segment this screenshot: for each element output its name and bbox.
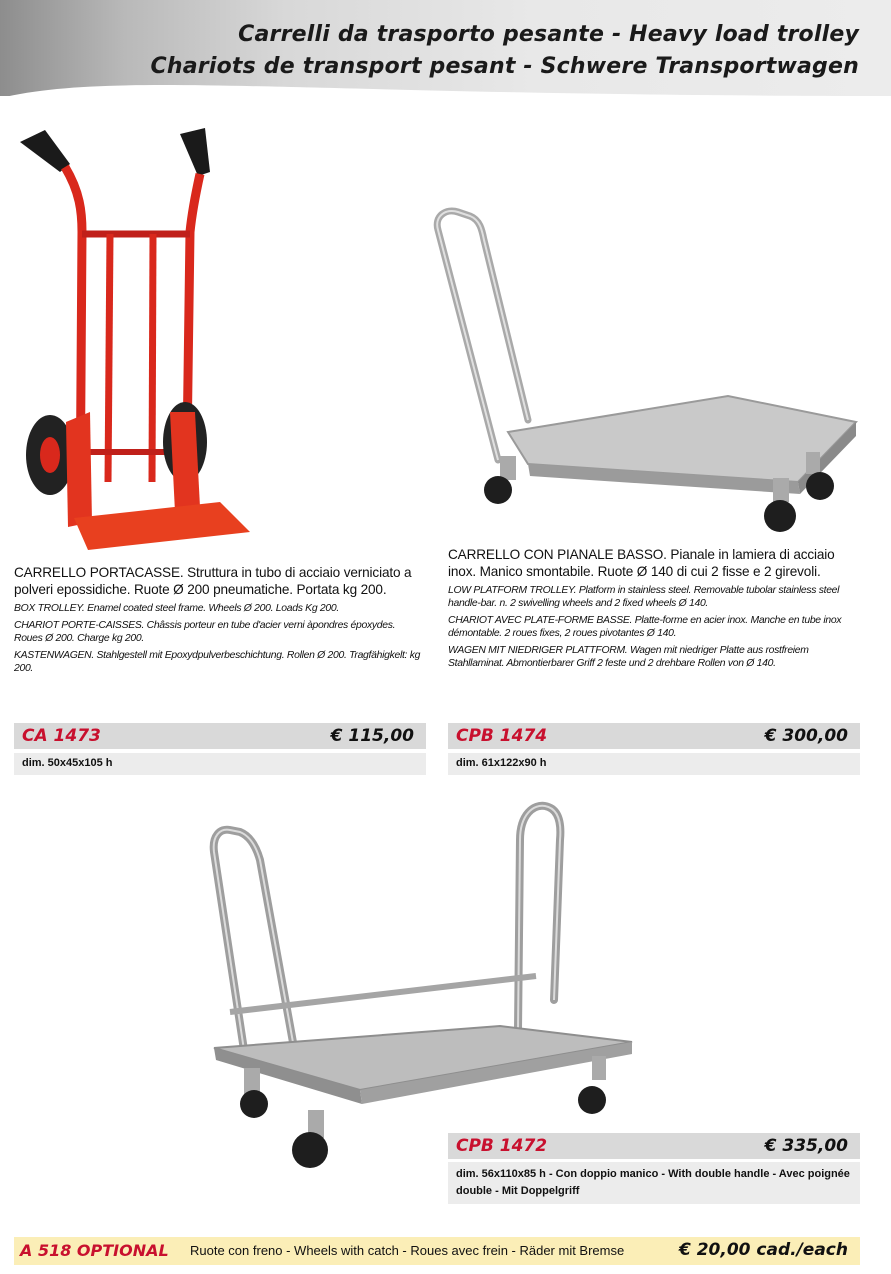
product-1-description	[14, 564, 426, 679]
product-2-desc-fr: CHARIOT AVEC PLATE-FORME BASSE. Platte-forme en acier inox. Manche en tube inox démontable. 2 roues fixes, 2 roues pivotantes Ø 140.	[448, 615, 842, 639]
page-title-line-1: Carrelli da trasporto pesante - Heavy load trolley	[238, 22, 859, 47]
product-1-desc-en: BOX TROLLEY. Enamel coated steel frame. Wheels Ø 200. Loads Kg 200.	[14, 603, 339, 614]
product-3-code: CPB 1472	[456, 1136, 548, 1156]
product-2-desc-en: LOW PLATFORM TROLLEY. Platform in stainless steel. Removable tubolar stainless steel handle-bar. n. 2 swivelling wheels and 2 fixed wheels Ø 140.	[448, 585, 840, 609]
double-handle-trolley-image	[200, 800, 640, 1180]
optional-description: Ruote con freno - Wheels with catch - Roues avec frein - Räder mit Bremse	[190, 1243, 625, 1258]
product-3-price-bar	[448, 1133, 860, 1159]
optional-code: A 518 OPTIONAL	[20, 1241, 169, 1260]
product-1-code: CA 1473	[22, 726, 101, 746]
red-hand-truck-image	[10, 122, 260, 554]
product-1-desc-de: KASTENWAGEN. Stahlgestell mit Epoxydpulverbeschichtung. Rollen Ø 200. Tragfähigkelt: kg 200.	[14, 650, 421, 674]
product-2-price: € 300,00	[764, 726, 848, 746]
product-2-dim-bar	[448, 753, 860, 775]
product-2-description	[448, 546, 860, 674]
product-3-dim-bar	[448, 1162, 860, 1204]
product-1-desc-fr: CHARIOT PORTE-CAISSES. Châssis porteur en tube d'acier verni àpondres époxydes. Roues Ø 200. Charge kg 200.	[14, 620, 396, 644]
product-2-desc-de: WAGEN MIT NIEDRIGER PLATTFORM. Wagen mit niedriger Platte aus rostfreiem Stahllaminat. Abmontierbarer Griff 2 feste und 2 drehbare Rollen von Ø 140.	[448, 645, 809, 669]
product-2-code: CPB 1474	[456, 726, 548, 746]
product-1-price-bar	[14, 723, 426, 749]
product-1-dim: dim. 50x45x105 h	[22, 757, 113, 769]
product-3-price: € 335,00	[764, 1136, 848, 1156]
product-1-desc-it: CARRELLO PORTACASSE. Struttura in tubo di acciaio verniciato a polveri epossidiche. Ruote Ø 200 pneumatiche. Portata kg 200.	[14, 565, 412, 597]
low-platform-trolley-image	[428, 200, 860, 540]
product-1-price: € 115,00	[330, 726, 414, 746]
optional-bar	[14, 1237, 860, 1265]
product-2-price-bar	[448, 723, 860, 749]
optional-price: € 20,00 cad./each	[678, 1240, 848, 1260]
page-title-line-2: Chariots de transport pesant - Schwere Transportwagen	[150, 54, 859, 79]
product-1-dim-bar	[14, 753, 426, 775]
product-3-dim: dim. 56x110x85 h - Con doppio manico - With double handle - Avec poignée double - Mit Doppelgriff	[456, 1168, 850, 1197]
product-2-desc-it: CARRELLO CON PIANALE BASSO. Pianale in lamiera di acciaio inox. Manico smontabile. Ruote Ø 140 di cui 2 fisse e 2 girevoli.	[448, 547, 835, 579]
product-2-dim: dim. 61x122x90 h	[456, 757, 547, 769]
